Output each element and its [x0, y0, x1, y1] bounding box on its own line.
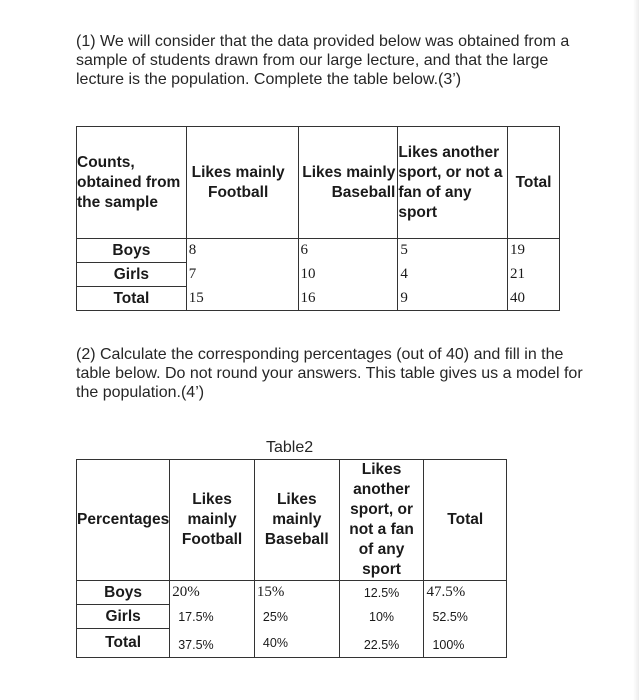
- girls-baseball-count: 10: [298, 263, 398, 287]
- total-baseball-pct: 40%: [254, 629, 339, 658]
- table-row: [77, 605, 507, 629]
- boys-baseball-count: 6: [298, 239, 398, 263]
- boys-other-count: 5: [398, 239, 508, 263]
- row-label-girls: Girls: [77, 605, 170, 629]
- table-row: [77, 581, 507, 605]
- counts-header-football: Likes mainly Football: [186, 127, 298, 239]
- table-row: [77, 239, 560, 263]
- counts-table: [76, 126, 560, 311]
- percentages-table: [76, 459, 507, 658]
- total-football-pct: 37.5%: [170, 629, 255, 658]
- pct-header-total: Total: [424, 460, 507, 581]
- row-label-boys: Boys: [77, 581, 170, 605]
- row-label-girls: Girls: [77, 263, 187, 287]
- pct-header-baseball: Likes mainly Baseball: [254, 460, 339, 581]
- boys-total-count: 19: [508, 239, 560, 263]
- counts-header-total: Total: [508, 127, 560, 239]
- girls-total-pct: 52.5%: [424, 605, 507, 629]
- pct-header-label: Percentages: [77, 460, 170, 581]
- girls-football-pct: 17.5%: [170, 605, 255, 629]
- girls-other-pct: 10%: [339, 605, 424, 629]
- girls-football-count: 7: [186, 263, 298, 287]
- table-row: [77, 263, 560, 287]
- table-row: [77, 287, 560, 311]
- grand-total-count: 40: [508, 287, 560, 311]
- table2-caption: Table2: [266, 439, 314, 456]
- boys-football-count: 8: [186, 239, 298, 263]
- question-1-text: (1) We will consider that the data provided below was obtained from a sample of students drawn from our large lecture, and that the large lecture is the population. Complete the table below.(3’): [76, 33, 570, 88]
- total-football-count: 15: [186, 287, 298, 311]
- total-other-count: 9: [398, 287, 508, 311]
- counts-header-label: Counts, obtained from the sample: [77, 127, 187, 239]
- total-other-pct: 22.5%: [339, 629, 424, 658]
- pct-header-other: Likes another sport, or not a fan of any sport: [339, 460, 424, 581]
- table-row: [77, 629, 507, 658]
- counts-table-header-row: [77, 127, 560, 239]
- girls-other-count: 4: [398, 263, 508, 287]
- row-label-boys: Boys: [77, 239, 187, 263]
- boys-other-pct: 12.5%: [339, 581, 424, 605]
- girls-total-count: 21: [508, 263, 560, 287]
- row-label-total: Total: [77, 629, 170, 658]
- counts-header-other: Likes another sport, or not a fan of any sport: [398, 127, 508, 239]
- counts-header-baseball: Likes mainly Baseball: [298, 127, 398, 239]
- boys-total-pct: 47.5%: [424, 581, 507, 605]
- grand-total-pct: 100%: [424, 629, 507, 658]
- total-baseball-count: 16: [298, 287, 398, 311]
- boys-baseball-pct: 15%: [254, 581, 339, 605]
- boys-football-pct: 20%: [170, 581, 255, 605]
- row-label-total: Total: [77, 287, 187, 311]
- girls-baseball-pct: 25%: [254, 605, 339, 629]
- question-2-text: (2) Calculate the corresponding percentages (out of 40) and fill in the table below. Do not round your answers. This table gives us a model for the population.(4’): [76, 346, 583, 401]
- page-edge-shadow: [633, 0, 639, 700]
- percentages-table-header-row: [77, 460, 507, 581]
- pct-header-football: Likes mainly Football: [170, 460, 255, 581]
